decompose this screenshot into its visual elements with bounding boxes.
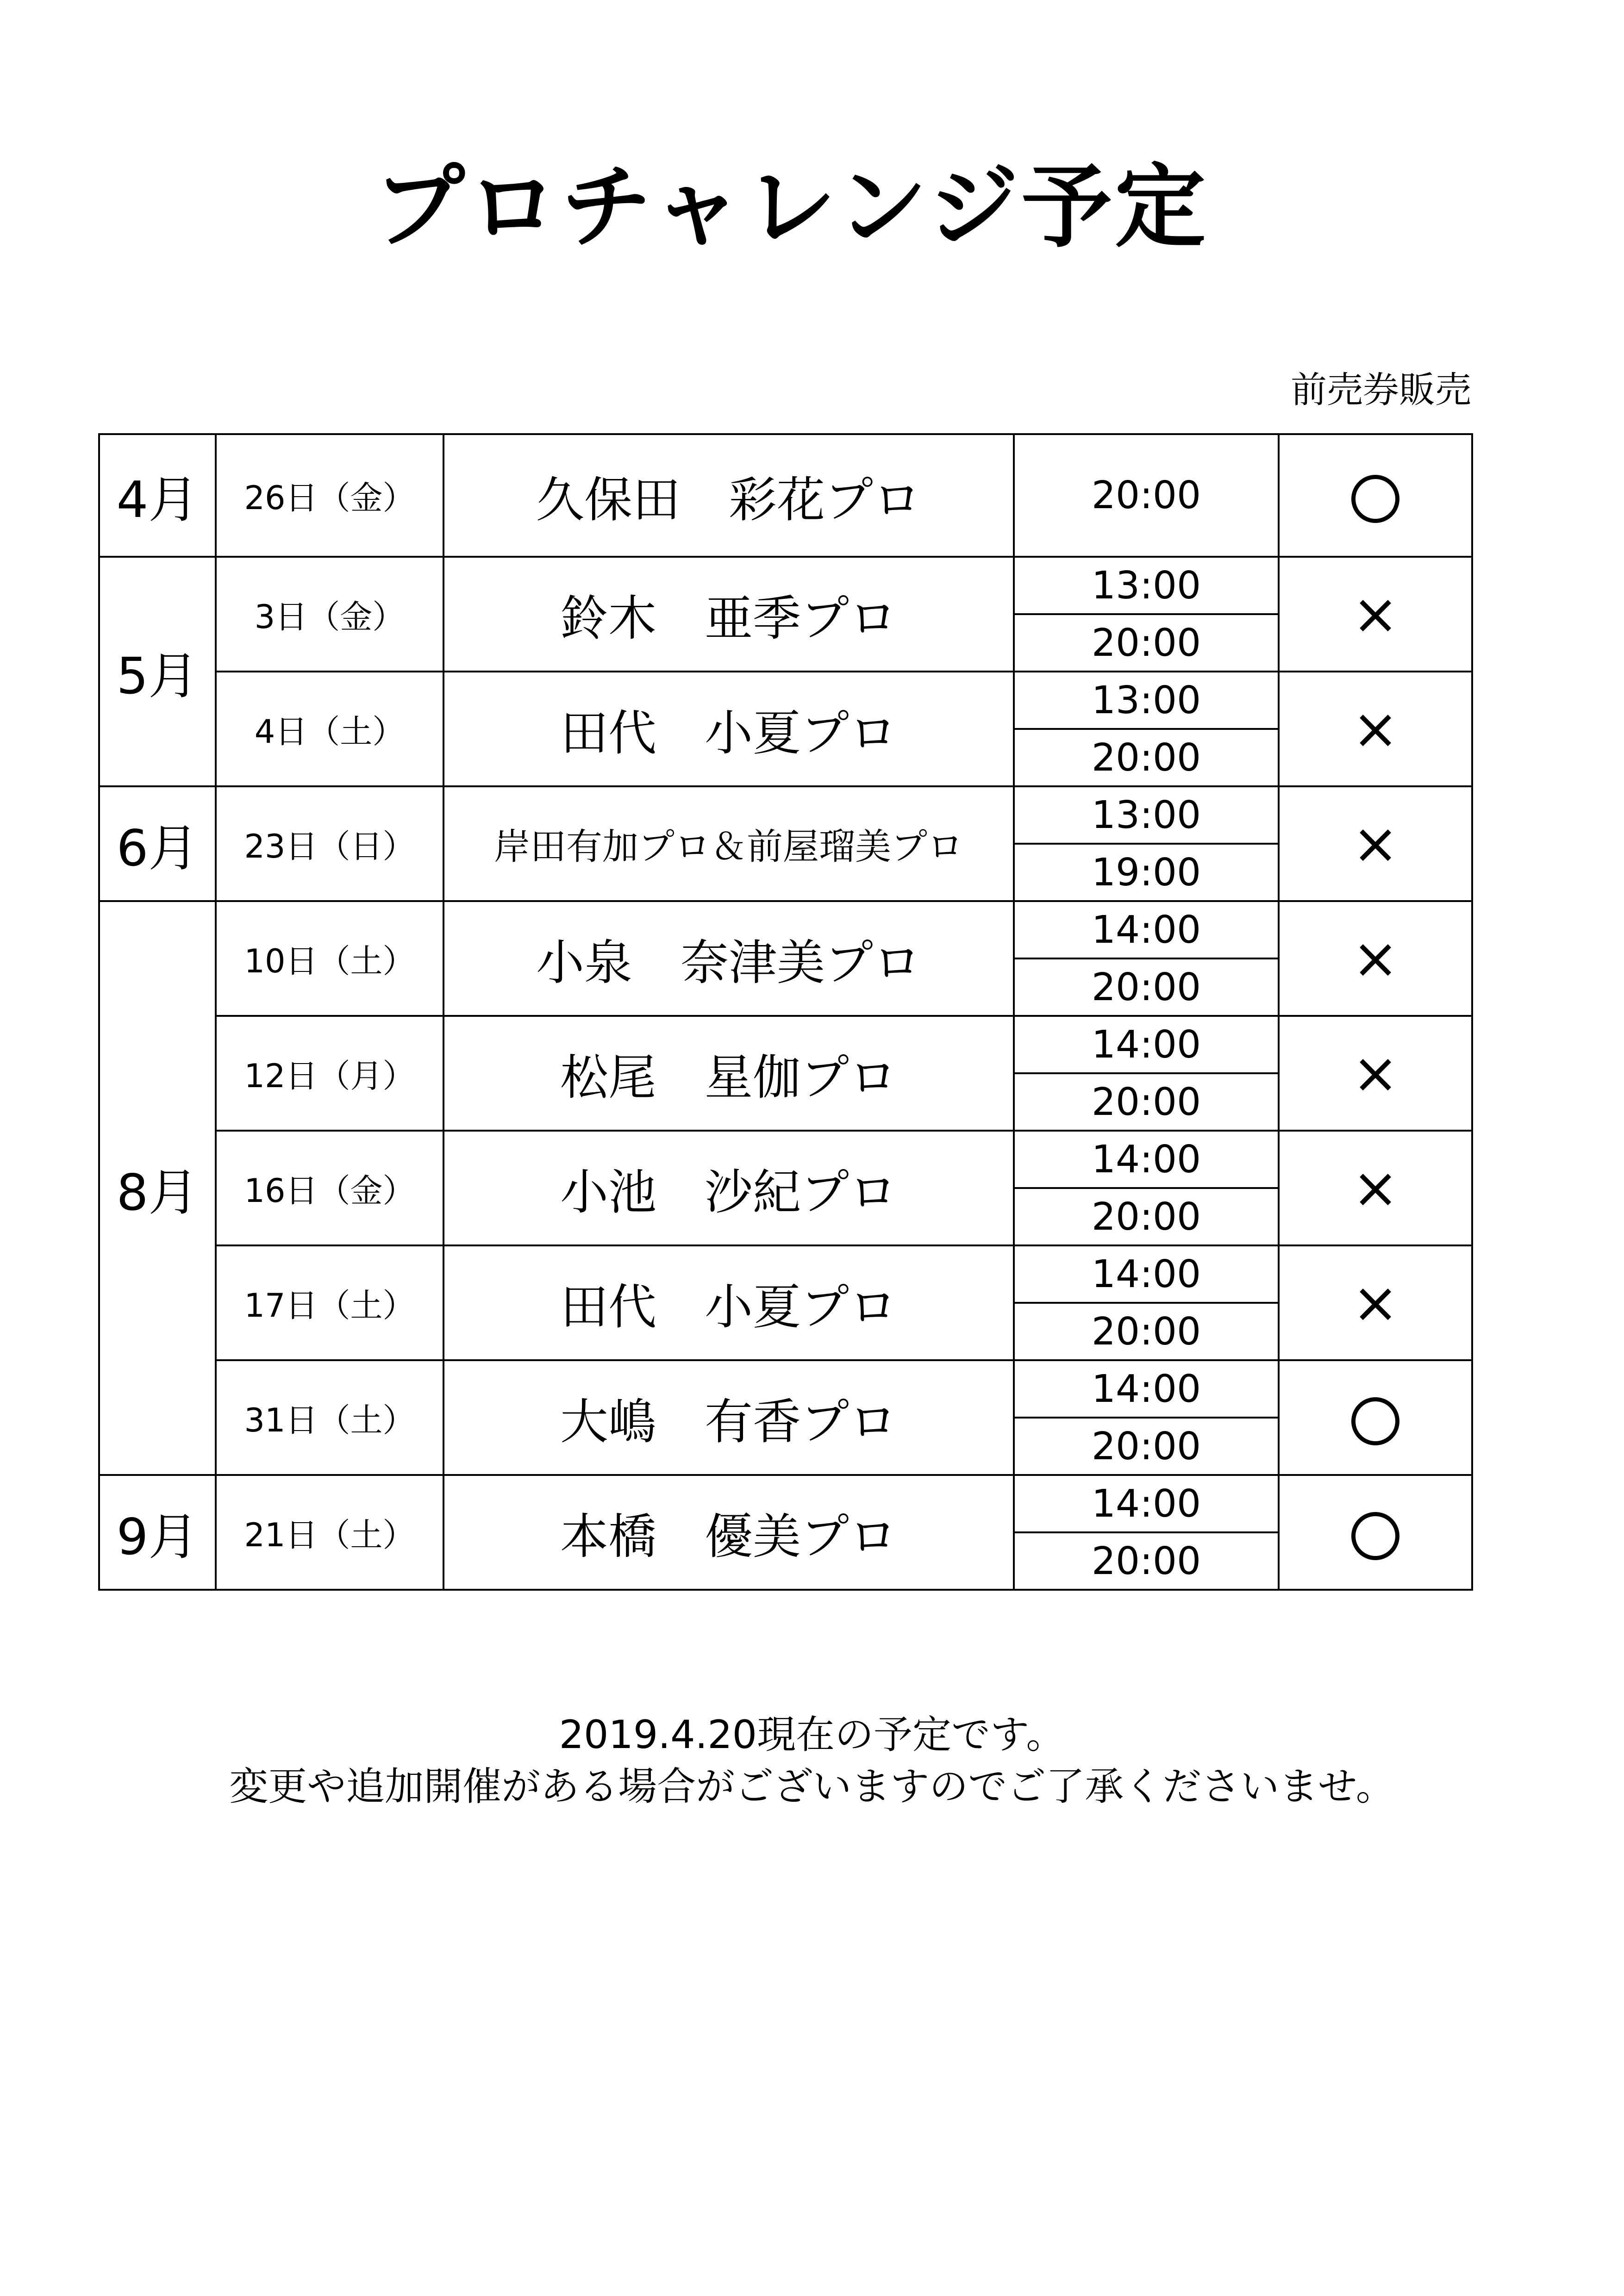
presale-unavailable-mark: × — [1352, 1270, 1399, 1335]
presale-cell — [1279, 434, 1472, 557]
date-cell: 23日（日） — [216, 786, 443, 901]
time-cell: 20:00 — [1014, 958, 1279, 1016]
time-cell: 14:00 — [1014, 1131, 1279, 1188]
presale-cell — [1279, 672, 1472, 786]
schedule-body — [99, 434, 1472, 1590]
time-cell: 20:00 — [1014, 1303, 1279, 1360]
pro-name-cell: 小泉 奈津美プロ — [443, 901, 1014, 1016]
presale-cell — [1279, 786, 1472, 901]
pro-name-cell: 松尾 星伽プロ — [443, 1016, 1014, 1131]
time-cell: 13:00 — [1014, 557, 1279, 614]
time-cell: 14:00 — [1014, 1360, 1279, 1418]
presale-available-mark — [1351, 1512, 1399, 1560]
pro-name-cell: 大嶋 有香プロ — [443, 1360, 1014, 1475]
month-cell: 5月 — [99, 557, 216, 786]
schedule-table — [98, 433, 1473, 1591]
schedule-row — [99, 1360, 1472, 1418]
pro-name-cell: 久保田 彩花プロ — [443, 434, 1014, 557]
time-cell: 20:00 — [1014, 1418, 1279, 1475]
schedule-row — [99, 557, 1472, 614]
time-cell: 14:00 — [1014, 901, 1279, 958]
note-line: 変更や追加開催がある場合がございますのでご了承くださいませ。 — [229, 1764, 1395, 1809]
schedule-row — [99, 1131, 1472, 1188]
date-cell: 4日（土） — [216, 672, 443, 786]
time-cell: 19:00 — [1014, 844, 1279, 901]
presale-cell — [1279, 901, 1472, 1016]
presale-cell — [1279, 1360, 1472, 1475]
time-cell: 20:00 — [1014, 434, 1279, 557]
month-cell: 4月 — [99, 434, 216, 557]
presale-available-mark — [1351, 1397, 1399, 1445]
date-cell: 31日（土） — [216, 1360, 443, 1475]
date-cell: 3日（金） — [216, 557, 443, 672]
schedule-row — [99, 434, 1472, 557]
presale-unavailable-mark: × — [1352, 582, 1399, 647]
presale-unavailable-mark: × — [1352, 1156, 1399, 1220]
pro-name-cell: 鈴木 亜季プロ — [443, 557, 1014, 672]
time-cell: 13:00 — [1014, 672, 1279, 729]
time-cell: 20:00 — [1014, 1073, 1279, 1131]
pro-name-cell: 本橋 優美プロ — [443, 1475, 1014, 1590]
month-cell: 8月 — [99, 901, 216, 1475]
presale-unavailable-mark: × — [1352, 811, 1399, 876]
month-cell: 6月 — [99, 786, 216, 901]
schedule-row — [99, 901, 1472, 958]
presale-unavailable-mark: × — [1352, 1041, 1399, 1106]
schedule-row — [99, 786, 1472, 844]
presale-cell — [1279, 1475, 1472, 1590]
date-cell: 16日（金） — [216, 1131, 443, 1245]
date-cell: 26日（金） — [216, 434, 443, 557]
schedule-row — [99, 1245, 1472, 1303]
notes — [0, 1709, 1624, 1812]
presale-available-mark — [1351, 475, 1399, 523]
time-cell: 20:00 — [1014, 729, 1279, 786]
time-cell: 20:00 — [1014, 614, 1279, 672]
date-cell: 10日（土） — [216, 901, 443, 1016]
date-cell: 12日（月） — [216, 1016, 443, 1131]
pro-name-cell: 田代 小夏プロ — [443, 1245, 1014, 1360]
schedule-row — [99, 672, 1472, 729]
presale-cell — [1279, 1016, 1472, 1131]
pro-name-cell: 小池 沙紀プロ — [443, 1131, 1014, 1245]
date-cell: 17日（土） — [216, 1245, 443, 1360]
time-cell: 14:00 — [1014, 1016, 1279, 1073]
presale-cell — [1279, 1245, 1472, 1360]
date-cell: 21日（土） — [216, 1475, 443, 1590]
time-cell: 14:00 — [1014, 1475, 1279, 1532]
page-title: プロチャレンジ予定 — [374, 155, 1209, 260]
note-line: 2019.4.20現在の予定です。 — [559, 1712, 1065, 1757]
time-cell: 20:00 — [1014, 1532, 1279, 1590]
schedule-row — [99, 1475, 1472, 1532]
time-cell: 20:00 — [1014, 1188, 1279, 1245]
presale-unavailable-mark: × — [1352, 926, 1399, 991]
presale-cell — [1279, 557, 1472, 672]
time-cell: 14:00 — [1014, 1245, 1279, 1303]
schedule-row — [99, 1016, 1472, 1073]
presale-unavailable-mark: × — [1352, 697, 1399, 761]
month-cell: 9月 — [99, 1475, 216, 1590]
presale-cell — [1279, 1131, 1472, 1245]
pro-name-cell: 岸田有加プロ＆前屋瑠美プロ — [443, 786, 1014, 901]
time-cell: 13:00 — [1014, 786, 1279, 844]
pro-name-cell: 田代 小夏プロ — [443, 672, 1014, 786]
presale-column-header: 前売券販売 — [1290, 369, 1471, 411]
